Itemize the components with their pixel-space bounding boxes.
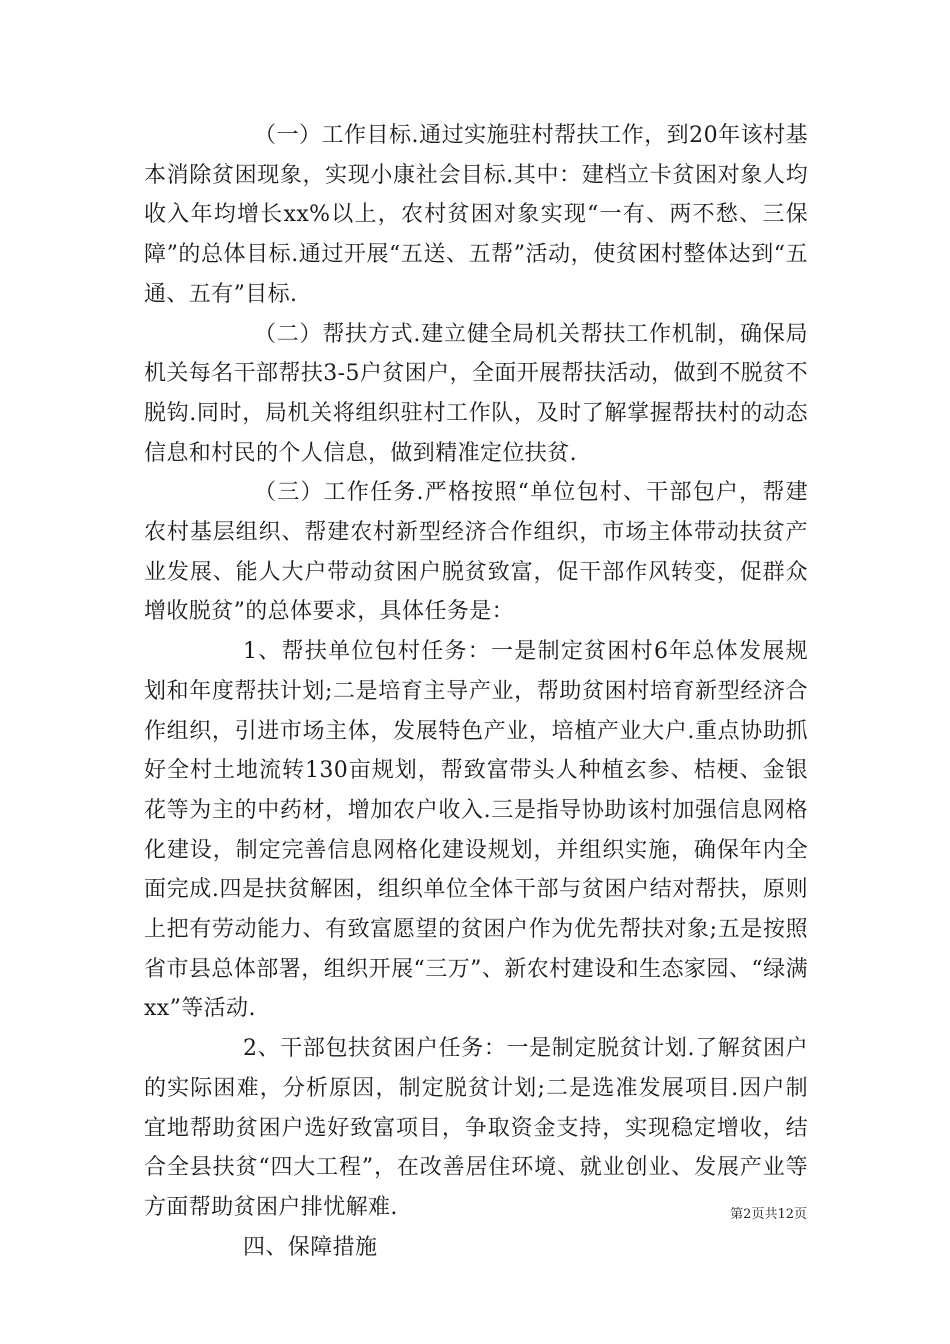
paragraph-work-tasks: （三）工作任务.严格按照“单位包村、干部包户，帮建农村基层组织、帮建农村新型经济合作组织，市场主体带动扶贫产业发展、能人大户带动贫困户脱贫致富，促干部作风转变，促群众增收脱贫”的总体要求，具体任务是： [144,480,808,625]
paragraph-work-goal: （一）工作目标.通过实施驻村帮扶工作，到20年该村基本消除贫困现象，实现小康社会目标.其中：建档立卡贫困对象人均收入年均增长xx%以上，农村贫困对象实现“一有、两不愁、三保障”的总体目标.通过开展“五送、五帮”活动，使贫困村整体达到“五通、五有”目标. [144,123,808,307]
section-heading-safeguards: 四、保障措施 [243,1234,378,1260]
paragraph-assistance-method: （二）帮扶方式.建立健全局机关帮扶工作机制，确保局机关每名干部帮扶3-5户贫困户，全面开展帮扶活动，做到不脱贫不脱钩.同时，局机关将组织驻村工作队，及时了解掌握帮扶村的动态信息和村民的个人信息，做到精准定位扶贫. [144,321,808,466]
paragraph-task-cadre-household: 2、干部包扶贫困户任务：一是制定脱贫计划.了解贫困户的实际困难，分析原因，制定脱贫计划;二是选准发展项目.因户制宜地帮助贫困户选好致富项目，争取资金支持，实现稳定增收，结合全县扶贫“四大工程”，在改善居住环境、就业创业、发展产业等方面帮助贫困户排忧解难. [144,1036,808,1220]
document-body [144,116,808,1267]
page-number-footer: 第2页共12页 [730,1207,807,1222]
paragraph-task-unit-village: 1、帮扶单位包村任务：一是制定贫困村6年总体发展规划和年度帮扶计划;二是培育主导产业，帮助贫困村培育新型经济合作组织，引进市场主体，发展特色产业，培植产业大户.重点协助抓好全村土地流转130亩规划，帮致富带头人种植玄参、桔梗、金银花等为主的中药材，增加农户收入.三是指导协助该村加强信息网格化建设，制定完善信息网格化建设规划，并组织实施，确保年内全面完成.四是扶贫解困，组织单位全体干部与贫困户结对帮扶，原则上把有劳动能力、有致富愿望的贫困户作为优先帮扶对象;五是按照省市县总体部署，组织开展“三万”、新农村建设和生态家园、“绿满xx”等活动. [144,639,808,1022]
